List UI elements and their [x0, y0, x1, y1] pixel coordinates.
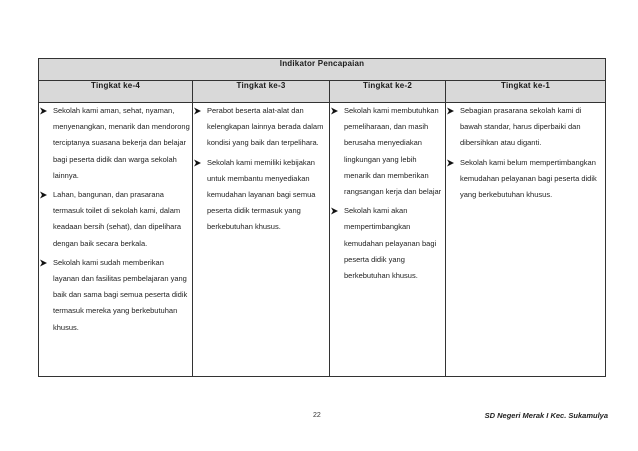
indicator-table: [38, 58, 606, 377]
list-item-text: Sebagian prasarana sekolah kami di bawah standar, harus diperbaiki dan dibersihkan atau diganti.: [460, 106, 582, 148]
bullet-list: [330, 103, 445, 284]
cell-tingkat-1: [446, 103, 606, 377]
list-item-text: Perabot beserta alat-alat dan kelengkapan lainnya berada dalam kondisi yang baik dan terpelihara.: [207, 106, 324, 148]
list-item: [193, 103, 329, 152]
cell-tingkat-2: [330, 103, 446, 377]
list-item: [39, 255, 192, 336]
arrow-bullet-icon: [446, 107, 455, 115]
arrow-bullet-icon: [446, 159, 455, 167]
page-number: 22: [313, 412, 321, 419]
arrow-bullet-icon: [193, 107, 202, 115]
bullet-list: [193, 103, 329, 236]
list-item-text: Sekolah kami akan mempertimbangkan kemudahan pelayanan bagi peserta didik yang berkebutuhan khusus.: [344, 206, 437, 281]
list-item: [446, 103, 605, 152]
list-item: [330, 103, 445, 200]
list-item-text: Sekolah kami belum mempertimbangkan kemudahan pelayanan bagi peserta didik yang berkebutuhan khusus.: [460, 157, 597, 200]
school-name: SD Negeri Merak I Kec. Sukamulya: [484, 411, 608, 420]
bullet-list: [446, 103, 605, 203]
column-header-tingkat-1: Tingkat ke-1: [446, 81, 606, 103]
arrow-bullet-icon: [193, 159, 202, 167]
arrow-bullet-icon: [39, 191, 48, 199]
main-header: Indikator Pencapaian: [39, 59, 606, 81]
list-item-text: Sekolah kami sudah memberikan layanan dan fasilitas pembelajaran yang baik dan sama bagi semua peserta didik termasuk mereka yang berkebutuhan khusus.: [53, 257, 188, 332]
list-item: [39, 103, 192, 184]
list-item: [39, 187, 192, 252]
column-header-tingkat-2: Tingkat ke-2: [330, 81, 446, 103]
arrow-bullet-icon: [39, 259, 48, 267]
arrow-bullet-icon: [39, 107, 48, 115]
list-item: [193, 155, 329, 236]
bullet-list: [39, 103, 192, 336]
list-item-text: Sekolah kami membutuhkan pemeliharaan, dan masih berusaha menyediakan lingkungan yang lebih menarik dan memberikan rangsangan kerja dan belajar: [344, 106, 442, 197]
column-header-tingkat-4: Tingkat ke-4: [39, 81, 193, 103]
cell-tingkat-3: [193, 103, 330, 377]
list-item: [446, 155, 605, 204]
arrow-bullet-icon: [330, 207, 339, 215]
list-item-text: Sekolah kami aman, sehat, nyaman, menyenangkan, menarik dan mendorong terciptanya suasana bekerja dan belajar bagi peserta didik dan warga sekolah lainnya.: [53, 106, 190, 180]
arrow-bullet-icon: [330, 107, 339, 115]
cell-tingkat-4: [39, 103, 193, 377]
list-item: [330, 203, 445, 284]
list-item-text: Lahan, bangunan, dan prasarana termasuk toilet di sekolah kami, dalam keadaan bersih (sehat), dan dipelihara dengan baik secara berkala.: [53, 190, 182, 248]
column-header-tingkat-3: Tingkat ke-3: [193, 81, 330, 103]
list-item-text: Sekolah kami memiliki kebijakan untuk membantu menyediakan kemudahan layanan bagi semua peserta didik termasuk yang berkebutuhan khusus.: [207, 157, 316, 232]
